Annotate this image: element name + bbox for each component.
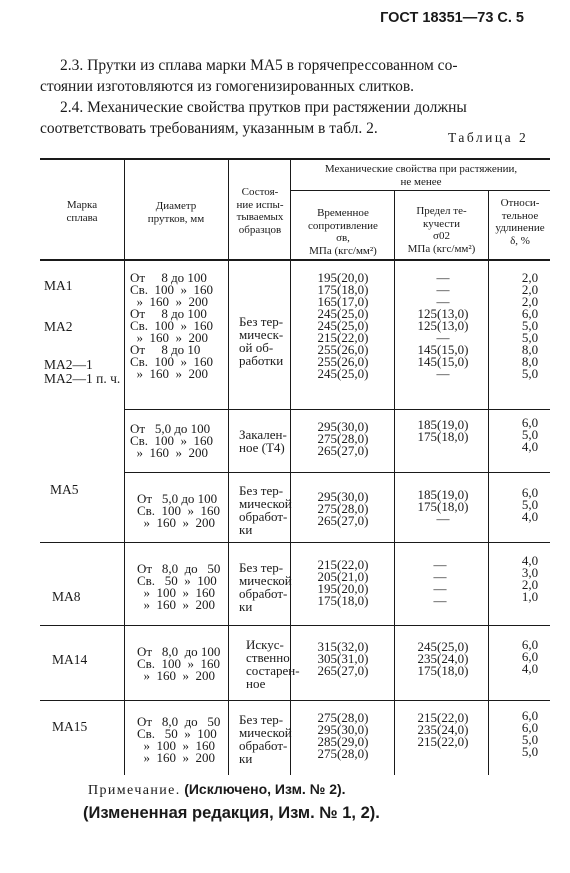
column-rule (124, 158, 125, 775)
column-rule (228, 158, 229, 775)
header-diameter: Диаметр прутков, мм (147, 200, 205, 225)
header-mechanical-properties: Механические свойства при растяжении, не менее (324, 163, 518, 188)
strength-cell: 215(22,0) 205(21,0) 195(20,0) 175(18,0) (317, 557, 369, 608)
grade-ma2-1: МА2—1 (44, 357, 93, 372)
row-rule (40, 542, 550, 543)
diameter-cell: От 8 до 100 Св. 100 » 160 » 160 » 200 От 8 до 100 Св. 100 » 160 » 160 » 200 От 8 до 10 Св. 100 » 160 » 160 » 200 (130, 270, 214, 381)
grade-ma1: МА1 (44, 278, 73, 293)
row-rule (125, 409, 550, 410)
strength-cell: 195(20,0) 175(18,0) 165(17,0) 245(25,0) 245(25,0) 215(22,0) 255(26,0) 255(26,0) 245(25,0) (317, 270, 369, 381)
grade-ma2: МА2 (44, 319, 73, 334)
diameter-cell: От 8,0 до 100 Св. 100 » 160 » 160 » 200 (137, 644, 221, 683)
yield-cell: 185(19,0) 175(18,0) — (417, 487, 469, 526)
yield-cell: — — — — (433, 557, 447, 608)
diameter-cell: От 5,0 до 100 Св. 100 » 160 » 160 » 200 (130, 421, 214, 460)
paragraph-2-3-line-1: 2.3. Прутки из сплава марки МА5 в горячепрессованном со- (60, 57, 458, 74)
table-header-bottom-rule (40, 259, 550, 261)
elongation-cell: 6,0 6,0 5,0 5,0 (521, 708, 539, 759)
revision-note: (Измененная редакция, Изм. № 1, 2). (83, 804, 380, 822)
page-header: ГОСТ 18351—73 С. 5 (380, 10, 524, 26)
elongation-cell: 4,0 3,0 2,0 1,0 (521, 553, 539, 604)
elongation-cell: 6,0 6,0 4,0 (521, 637, 539, 676)
header-yield-strength: Предел те- кучести σ02 МПа (кгс/мм²) (407, 205, 476, 255)
state-no-heat-treatment: Без тер- мической обработ- ки (239, 712, 292, 766)
grade-ma15: МА15 (52, 719, 88, 734)
diameter-cell: От 8,0 до 50 Св. 50 » 100 » 100 » 160 » 160 » 200 (137, 561, 221, 612)
elongation-cell: 6,0 5,0 4,0 (521, 415, 539, 454)
note-label: Примечание. (88, 783, 181, 798)
header-grade: Марка сплава (66, 199, 98, 224)
note-text: (Исключено, Изм. № 2). (184, 781, 346, 797)
state-no-heat-treatment: Без тер- мической обработ- ки (239, 560, 292, 614)
elongation-cell: 6,0 5,0 4,0 (521, 485, 539, 524)
strength-cell: 295(30,0) 275(28,0) 265(27,0) (317, 489, 369, 528)
grade-ma5: МА5 (50, 482, 79, 497)
header-tensile-strength: Временное сопротивление σв, МПа (кгс/мм²) (308, 207, 378, 257)
column-rule (394, 190, 395, 775)
paragraph-2-4-line-2: соответствовать требованиям, указанным в табл. 2. (40, 120, 378, 137)
row-rule (125, 472, 550, 473)
table-header-subrule (290, 190, 550, 191)
grade-ma8: МА8 (52, 589, 81, 604)
table-caption: Таблица 2 (448, 130, 529, 145)
strength-cell: 295(30,0) 275(28,0) 265(27,0) (317, 419, 369, 458)
paragraph-2-3-line-2: стоянии изготовляются из гомогенизированных слитков. (40, 78, 415, 95)
header-elongation: Относи- тельное удлинение δ, % (495, 197, 545, 247)
state-no-heat-treatment: Без тер- мическ- ой об- работки (239, 314, 284, 368)
table-note (88, 781, 346, 799)
yield-cell: — — — 125(13,0) 125(13,0) — 145(15,0) 145(15,0) — (417, 270, 469, 381)
yield-cell: 215(22,0) 235(24,0) 215(22,0) (417, 710, 469, 749)
elongation-cell: 2,0 2,0 2,0 6,0 5,0 5,0 8,0 8,0 5,0 (521, 270, 539, 381)
strength-cell: 315(32,0) 305(31,0) 265(27,0) (317, 639, 369, 678)
state-quenched: Закален- ное (Т4) (239, 427, 287, 455)
table-top-rule (40, 158, 550, 160)
row-rule (40, 625, 550, 626)
paragraph-2-4-line-1: 2.4. Механические свойства прутков при растяжении должны (60, 99, 467, 116)
header-state: Состоя- ние испы- тываемых образцов (236, 186, 284, 236)
row-rule (40, 700, 550, 701)
strength-cell: 275(28,0) 295(30,0) 285(29,0) 275(28,0) (317, 710, 369, 761)
state-no-heat-treatment: Без тер- мической обработ- ки (239, 483, 292, 537)
diameter-cell: От 5,0 до 100 Св. 100 » 160 » 160 » 200 (137, 491, 221, 530)
yield-cell: 245(25,0) 235(24,0) 175(18,0) (417, 639, 469, 678)
yield-cell: 185(19,0) 175(18,0) (417, 417, 469, 444)
grade-ma14: МА14 (52, 652, 88, 667)
grade-ma2-1-pch: МА2—1 п. ч. (44, 371, 121, 386)
state-artificially-aged: Искус- ственно состарен- ное (246, 637, 300, 691)
diameter-cell: От 8,0 до 50 Св. 50 » 100 » 100 » 160 » 160 » 200 (137, 714, 221, 765)
